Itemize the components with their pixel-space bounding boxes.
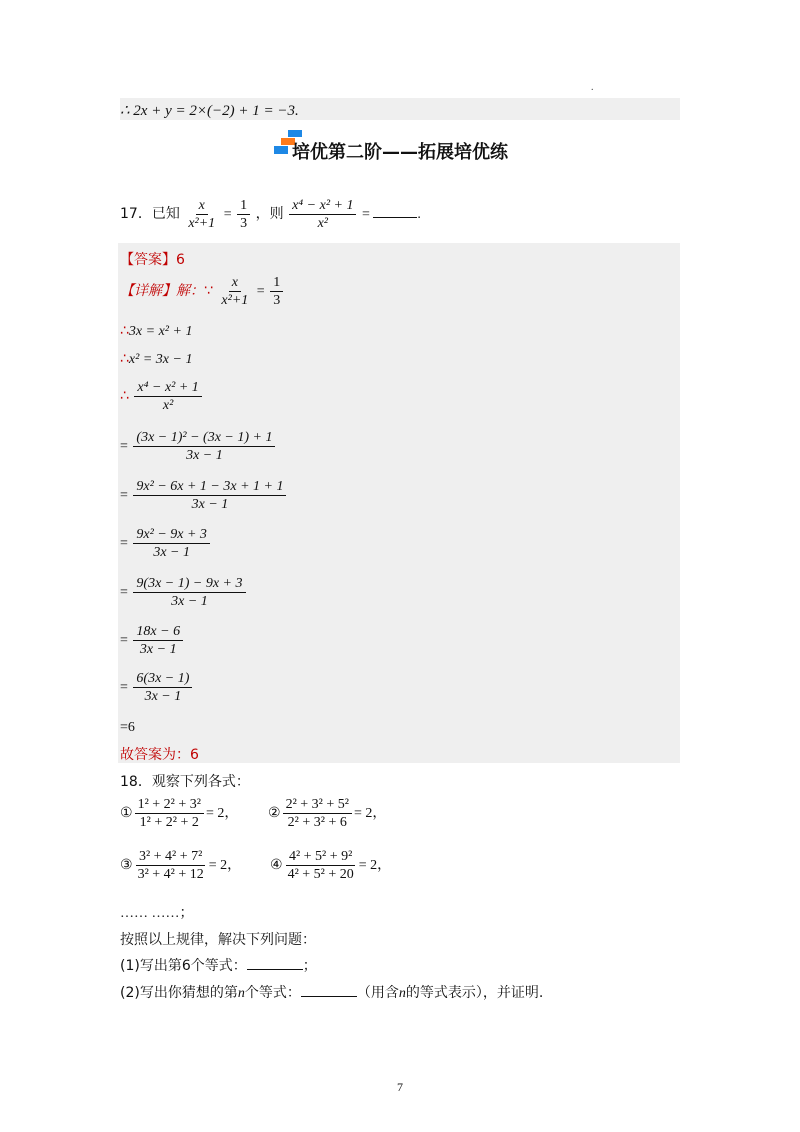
therefore-symbol-1: ∴: [120, 323, 129, 339]
eq3-mark: ③: [120, 858, 133, 874]
detail-rhs-denominator: 3: [273, 293, 281, 309]
q17-cond-rhs-fraction: [237, 198, 250, 232]
eq3-numerator: 3² + 4² + 7²: [136, 849, 205, 866]
step-6-equals: =: [120, 536, 128, 552]
q17-condition-fraction: [185, 198, 218, 232]
step-6-fraction: [133, 527, 210, 561]
step-8: [120, 624, 185, 658]
q18-instruction: 按照以上规律，解决下列问题：: [120, 932, 316, 948]
eq2-rhs: = 2，: [353, 806, 387, 822]
detail-label: 【详解】解：∵: [120, 283, 213, 300]
detail-rhs-fraction: [270, 275, 283, 309]
step-4-fraction: [133, 430, 275, 464]
step-3-denominator: x²: [162, 398, 174, 414]
step-7-fraction: [133, 576, 245, 610]
q18-part-1: [120, 955, 317, 975]
part2-suffix-c: 的等式表示），并证明.: [405, 985, 544, 1001]
q18-equation-3: [120, 849, 241, 883]
q17-prefix: 17．已知: [120, 206, 180, 223]
eq1-rhs: = 2，: [205, 806, 239, 822]
q17-tail-equals: =: [361, 207, 370, 223]
step-6-numerator: 9x² − 9x + 3: [133, 527, 210, 544]
step-3-fraction: [134, 380, 201, 414]
eq2-mark: ②: [268, 806, 281, 822]
detail-rhs-numerator: 1: [270, 275, 283, 292]
question-17: [120, 198, 421, 232]
step-9-numerator: 6(3x − 1): [133, 671, 192, 688]
part2-n: n: [237, 986, 245, 1001]
eq2-denominator: 2² + 3² + 6: [287, 815, 347, 831]
corner-dot: .: [591, 82, 594, 93]
detail-numerator: x: [229, 275, 241, 292]
eq4-denominator: 4² + 5² + 20: [287, 867, 354, 883]
q17-mid-text: ，则: [255, 206, 284, 223]
step-8-equals: =: [120, 633, 128, 649]
detail-denominator: x²+1: [221, 293, 249, 309]
q17-cond-denominator: x²+1: [188, 216, 216, 232]
part1-answer-blank[interactable]: [247, 968, 303, 970]
q17-expression-fraction: [289, 198, 356, 232]
step-4: [120, 430, 277, 464]
step-2-text: x² = 3x − 1: [128, 352, 193, 367]
page-number: 7: [397, 1080, 403, 1094]
previous-solution-line: [120, 98, 680, 120]
step-6-denominator: 3x − 1: [153, 545, 190, 561]
q18-equation-2: [268, 797, 386, 831]
step-5-fraction: [133, 479, 286, 513]
eq1-denominator: 1² + 2² + 2: [139, 815, 199, 831]
step-9-denominator: 3x − 1: [144, 689, 182, 705]
step-8-denominator: 3x − 1: [139, 642, 177, 658]
part2-answer-blank[interactable]: [301, 995, 357, 997]
step-7-equals: =: [120, 585, 128, 601]
final-answer: 故答案为：6: [120, 747, 199, 763]
eq3-denominator: 3² + 4² + 12: [137, 867, 204, 883]
step-10: =6: [120, 720, 135, 735]
step-9: [120, 671, 194, 705]
step-1-text: 3x = x² + 1: [128, 324, 193, 339]
q18-equation-1: [120, 797, 238, 831]
part1-prefix: (1)写出第6个等式：: [120, 958, 247, 974]
therefore-symbol-2: ∴: [120, 351, 129, 367]
step-3: [120, 380, 204, 414]
eq4-numerator: 4² + 5² + 9²: [286, 849, 355, 866]
part2-suffix-a: （用含: [356, 985, 399, 1001]
therefore-symbol-3: ∴: [120, 388, 129, 405]
q18-part-2: [120, 982, 543, 1002]
detail-line: [120, 275, 285, 309]
detail-fraction: [218, 275, 251, 309]
q17-expr-denominator: x²: [317, 216, 328, 232]
q17-tail-period: .: [417, 207, 421, 223]
part2-suffix-n: n: [398, 986, 406, 1001]
section-title: 培优第二阶——拓展培优练: [292, 142, 508, 163]
q17-answer-blank[interactable]: [373, 216, 417, 218]
step-9-fraction: [133, 671, 192, 705]
q18-equation-4: [270, 849, 391, 883]
q17-expr-numerator: x⁴ − x² + 1: [289, 198, 356, 215]
eq1-numerator: 1² + 2² + 3²: [135, 797, 204, 814]
step-7-numerator: 9(3x − 1) − 9x + 3: [133, 576, 245, 593]
step-7-denominator: 3x − 1: [171, 594, 208, 610]
step-4-denominator: 3x − 1: [186, 448, 223, 464]
q17-cond-numerator: x: [196, 198, 208, 215]
eq3-rhs: = 2，: [208, 858, 242, 874]
step-8-numerator: 18x − 6: [133, 624, 183, 641]
eq1-mark: ①: [120, 806, 133, 822]
part2-prefix: (2)写出你猜想的第: [120, 985, 238, 1001]
question-18-stem: 18．观察下列各式：: [120, 774, 250, 790]
step-3-numerator: x⁴ − x² + 1: [134, 380, 201, 397]
step-2: [120, 351, 192, 368]
step-7: [120, 576, 248, 610]
answer-label: 【答案】6: [120, 252, 185, 268]
q17-rhs-numerator: 1: [237, 198, 250, 215]
part1-suffix: ；: [302, 958, 317, 974]
eq4-mark: ④: [270, 858, 283, 874]
step-8-fraction: [133, 624, 183, 658]
step-4-numerator: (3x − 1)² − (3x − 1) + 1: [133, 430, 275, 447]
step-6: [120, 527, 212, 561]
step-5-equals: =: [120, 488, 128, 504]
step-4-equals: =: [120, 439, 128, 455]
detail-equals: =: [256, 284, 265, 300]
eq2-numerator: 2² + 3² + 5²: [283, 797, 352, 814]
previous-solution-text: ∴ 2x + y = 2×(−2) + 1 = −3.: [120, 103, 299, 119]
step-5-numerator: 9x² − 6x + 1 − 3x + 1 + 1: [133, 479, 286, 496]
q17-rhs-denominator: 3: [240, 216, 248, 232]
q17-cond-equals: =: [223, 207, 232, 223]
part2-mid: 个等式：: [244, 985, 301, 1001]
q18-ellipsis: …… ……；: [120, 906, 194, 921]
step-5: [120, 479, 288, 513]
eq4-rhs: = 2，: [358, 858, 392, 874]
step-5-denominator: 3x − 1: [191, 497, 229, 513]
step-9-equals: =: [120, 680, 128, 696]
step-1: [120, 323, 192, 340]
